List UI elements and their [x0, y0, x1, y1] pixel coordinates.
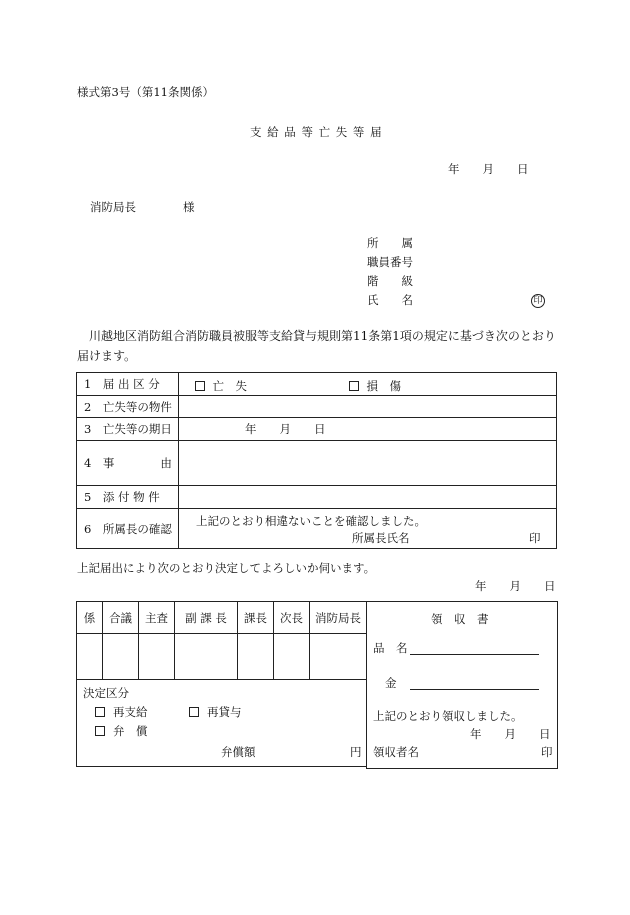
checkbox-icon [189, 707, 199, 717]
header-staff: 係 [77, 602, 103, 634]
compensation-amount-label: 弁償額 [221, 745, 256, 759]
regulation-text-line2: 届けます。 [77, 349, 137, 363]
loss-date-field[interactable]: 年 月 日 [179, 418, 557, 441]
row-label: 3 亡失等の期日 [77, 418, 179, 441]
row-label: 1 届 出 区 分 [77, 373, 179, 396]
recipient-label: 領収者名 [373, 745, 419, 759]
table-row [77, 486, 557, 509]
stamp-cell[interactable] [274, 634, 310, 680]
option-compensation[interactable]: 弁 償 [95, 723, 148, 739]
reason-field[interactable] [179, 441, 557, 486]
currency-label: 円 [350, 745, 362, 759]
staff-number-label: 職員番号 [367, 255, 413, 269]
chief-name-label: 所属長氏名 [352, 531, 410, 545]
checkbox-icon [95, 707, 105, 717]
inquiry-date: 年 月 日 [475, 579, 556, 593]
chief-confirmation [179, 509, 557, 549]
approval-table [76, 601, 367, 767]
header-consultation: 合議 [103, 602, 139, 634]
option-resupply[interactable]: 再支給 [95, 704, 148, 720]
receipt-box [366, 601, 558, 769]
item-name-field[interactable] [410, 640, 539, 655]
report-type-options [179, 373, 557, 396]
header-chief-examiner: 主査 [139, 602, 175, 634]
table-row [77, 418, 557, 441]
name-label: 氏 名 [367, 293, 413, 307]
amount-label: 金 [385, 676, 397, 690]
checkbox-icon [95, 726, 105, 736]
applicant-seal-icon: 印 [531, 292, 545, 308]
approval-header-row [77, 602, 367, 634]
form-number: 様式第3号（第11条関係） [77, 85, 214, 99]
header-deputy-manager: 副 課 長 [175, 602, 238, 634]
row-label: 4 事 由 [77, 441, 179, 486]
affiliation-label: 所 属 [367, 236, 413, 250]
item-label: 品 名 [373, 641, 408, 655]
amount-field[interactable] [410, 675, 539, 690]
rank-label: 階 級 [367, 274, 413, 288]
recipient-seal: 印 [541, 745, 553, 759]
confirmation-text: 上記のとおり相違ないことを確認しました。 [196, 514, 426, 528]
attachments-field[interactable] [179, 486, 557, 509]
stamp-cell[interactable] [238, 634, 274, 680]
table-row [77, 509, 557, 549]
option-reloan[interactable]: 再貸与 [189, 704, 242, 720]
header-manager: 課長 [238, 602, 274, 634]
honorific: 様 [183, 200, 195, 214]
receipt-title: 領 収 書 [431, 612, 489, 626]
header-deputy-chief: 次長 [274, 602, 310, 634]
receipt-date: 年 月 日 [470, 727, 551, 741]
checkbox-icon [195, 381, 205, 391]
table-row [77, 396, 557, 418]
lost-item-field[interactable] [179, 396, 557, 418]
addressee: 消防局長 [90, 200, 136, 214]
form-title: 支 給 品 等 亡 失 等 届 [250, 125, 383, 139]
report-table [76, 372, 557, 549]
decision-row [77, 680, 367, 767]
option-loss[interactable]: 亡 失 [195, 378, 248, 394]
chief-seal: 印 [529, 531, 541, 545]
header-fire-chief: 消防局長 [310, 602, 367, 634]
option-damage[interactable]: 損 傷 [349, 378, 402, 394]
row-label: 6 所属長の確認 [77, 509, 179, 549]
decision-cell [77, 680, 367, 767]
checkbox-icon [349, 381, 359, 391]
row-label: 5 添 付 物 件 [77, 486, 179, 509]
table-row [77, 373, 557, 396]
stamp-cell[interactable] [175, 634, 238, 680]
decision-label: 決定区分 [83, 686, 129, 700]
submission-date: 年 月 日 [448, 162, 529, 176]
stamp-cell[interactable] [139, 634, 175, 680]
row-label: 2 亡失等の物件 [77, 396, 179, 418]
regulation-text-line1: 川越地区消防組合消防職員被服等支給貸与規則第11条第1項の規定に基づき次のとおり [89, 329, 556, 343]
approval-stamp-row [77, 634, 367, 680]
stamp-cell[interactable] [77, 634, 103, 680]
inquiry-text: 上記届出により次のとおり決定してよろしいか伺います。 [77, 561, 376, 575]
stamp-cell[interactable] [310, 634, 367, 680]
table-row [77, 441, 557, 486]
receipt-confirm-text: 上記のとおり領収しました。 [373, 709, 523, 723]
stamp-cell[interactable] [103, 634, 139, 680]
